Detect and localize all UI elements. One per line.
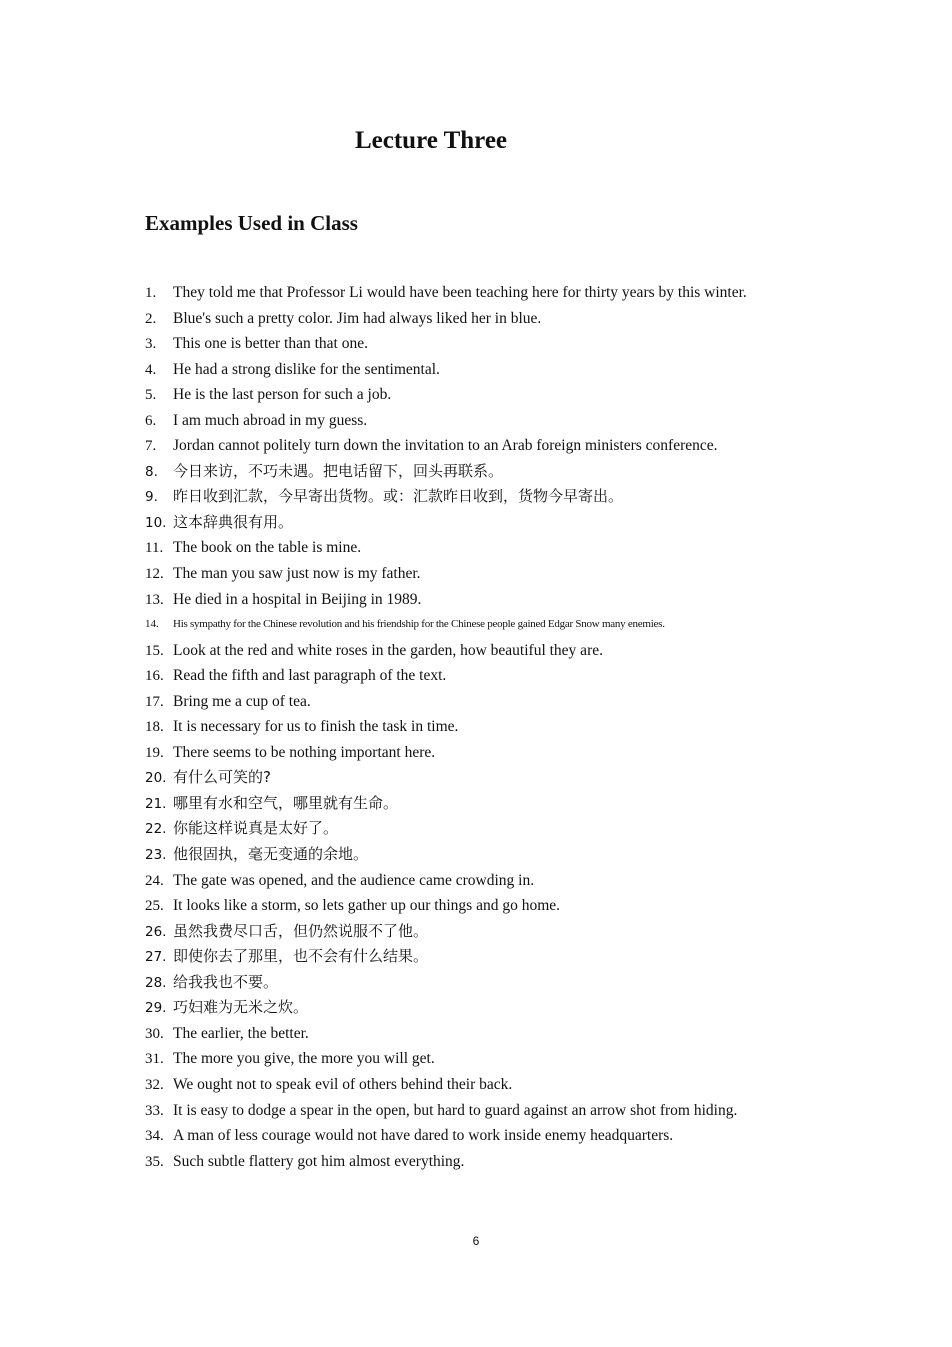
example-item-30: [145, 1021, 835, 1047]
example-item-23: [145, 842, 835, 868]
example-number: 22.: [145, 821, 167, 838]
example-number: 10.: [145, 514, 167, 531]
section-heading: Examples Used in Class: [145, 211, 358, 235]
example-item-3: [145, 331, 835, 357]
example-text: A man of less courage would not have dared to work inside enemy headquarters.: [173, 1127, 674, 1145]
example-text: This one is better than that one.: [173, 335, 368, 353]
example-item-6: [145, 408, 835, 434]
example-number: 3.: [145, 336, 157, 353]
example-item-31: [145, 1046, 835, 1072]
example-item-13: [145, 587, 835, 613]
example-text: 有什么可笑的?: [173, 768, 271, 787]
example-number: 33.: [145, 1102, 164, 1119]
example-number: 1.: [145, 285, 157, 301]
example-text: They told me that Professor Li would have been teaching here for thirty years by this winter.: [173, 284, 747, 301]
example-number: 2.: [145, 310, 157, 327]
example-text: Read the fifth and last paragraph of the text.: [173, 667, 447, 685]
examples-list: [145, 280, 835, 1174]
example-item-1: [145, 280, 835, 306]
example-text: 昨日收到汇款，今早寄出货物。或：汇款昨日收到，货物今早寄出。: [173, 487, 624, 506]
example-text: 今日来访，不巧未遇。把电话留下，回头再联系。: [173, 461, 504, 480]
example-number: 16.: [145, 668, 164, 685]
example-text: It is necessary for us to finish the task in time.: [173, 718, 459, 736]
example-text: 他很固执，毫无变通的余地。: [173, 845, 369, 864]
example-text: The man you saw just now is my father.: [173, 565, 421, 583]
example-item-22: [145, 816, 835, 842]
example-item-9: [145, 484, 835, 510]
example-item-2: [145, 306, 835, 332]
example-text: The more you give, the more you will get.: [173, 1050, 435, 1068]
example-text: 巧妇难为无米之炊。: [173, 998, 309, 1017]
example-item-12: [145, 561, 835, 587]
example-item-20: [145, 765, 835, 791]
document-title: Lecture Three: [354, 127, 508, 154]
example-item-10: [145, 510, 835, 536]
example-number: 21.: [145, 795, 167, 812]
example-text: 即使你去了那里，也不会有什么结果。: [173, 947, 429, 966]
example-item-34: [145, 1123, 835, 1149]
example-text: The earlier, the better.: [173, 1024, 309, 1042]
example-text: It is easy to dodge a spear in the open, but hard to guard against an arrow shot from hiding.: [173, 1101, 738, 1119]
example-text: Look at the red and white roses in the garden, how beautiful they are.: [173, 641, 603, 659]
example-text: The book on the table is mine.: [173, 539, 362, 557]
example-number: 17.: [145, 693, 164, 710]
example-item-7: [145, 433, 835, 459]
example-text: 这本辞典很有用。: [173, 512, 294, 531]
example-number: 24.: [145, 872, 164, 889]
example-text: He died in a hospital in Beijing in 1989.: [173, 590, 422, 608]
example-number: 26.: [145, 923, 167, 940]
example-text: 哪里有水和空气，哪里就有生命。: [173, 793, 399, 812]
example-number: 11.: [145, 540, 164, 557]
example-number: 12.: [145, 566, 164, 583]
example-number: 14.: [145, 618, 159, 631]
example-number: 4.: [145, 361, 157, 378]
example-number: 15.: [145, 642, 164, 659]
example-number: 32.: [145, 1076, 164, 1093]
example-item-32: [145, 1072, 835, 1098]
page-number: 6: [472, 1234, 480, 1248]
example-number: 35.: [145, 1153, 164, 1170]
example-item-17: [145, 689, 835, 715]
example-item-11: [145, 535, 835, 561]
example-number: 29.: [145, 1000, 167, 1017]
example-text: His sympathy for the Chinese revolution and his friendship for the Chinese people gained Edgar Snow many enemies.: [173, 618, 665, 631]
example-item-35: [145, 1149, 835, 1175]
example-number: 6.: [145, 412, 157, 429]
example-number: 13.: [145, 591, 164, 608]
example-number: 23.: [145, 847, 167, 864]
example-item-19: [145, 740, 835, 766]
example-number: 27.: [145, 949, 167, 966]
example-item-18: [145, 714, 835, 740]
example-item-16: [145, 663, 835, 689]
example-item-15: [145, 638, 835, 664]
example-item-29: [145, 995, 835, 1021]
example-number: 7.: [145, 438, 157, 455]
example-item-14: [145, 612, 835, 638]
example-text: 给我我也不要。: [173, 972, 279, 991]
example-item-5: [145, 382, 835, 408]
example-item-25: [145, 893, 835, 919]
example-item-4: [145, 357, 835, 383]
example-number: 20.: [145, 770, 167, 787]
example-number: 18.: [145, 719, 164, 736]
example-item-33: [145, 1098, 835, 1124]
example-number: 8.: [145, 463, 158, 480]
example-text: We ought not to speak evil of others behind their back.: [173, 1075, 513, 1093]
example-text: He had a strong dislike for the sentimental.: [173, 360, 440, 378]
example-text: The gate was opened, and the audience came crowding in.: [173, 871, 535, 889]
example-number: 25.: [145, 898, 164, 915]
example-number: 19.: [145, 744, 164, 761]
example-number: 31.: [145, 1051, 164, 1068]
example-text: There seems to be nothing important here.: [173, 743, 436, 761]
example-item-21: [145, 791, 835, 817]
example-text: Jordan cannot politely turn down the invitation to an Arab foreign ministers conference.: [173, 437, 718, 455]
example-item-26: [145, 919, 835, 945]
example-text: It looks like a storm, so lets gather up our things and go home.: [173, 897, 561, 915]
example-text: I am much abroad in my guess.: [173, 411, 368, 429]
example-number: 34.: [145, 1128, 164, 1145]
example-text: Bring me a cup of tea.: [173, 692, 311, 710]
example-number: 9.: [145, 489, 158, 506]
example-number: 30.: [145, 1025, 164, 1042]
example-item-8: [145, 459, 835, 485]
example-text: Such subtle flattery got him almost everything.: [173, 1152, 465, 1170]
example-number: 28.: [145, 974, 167, 991]
example-text: 你能这样说真是太好了。: [173, 819, 339, 838]
example-item-27: [145, 944, 835, 970]
example-item-24: [145, 868, 835, 894]
example-item-28: [145, 970, 835, 996]
example-text: 虽然我费尽口舌，但仍然说服不了他。: [173, 921, 429, 940]
example-text: Blue's such a pretty color. Jim had always liked her in blue.: [173, 309, 542, 327]
example-text: He is the last person for such a job.: [173, 386, 392, 404]
example-number: 5.: [145, 387, 157, 404]
